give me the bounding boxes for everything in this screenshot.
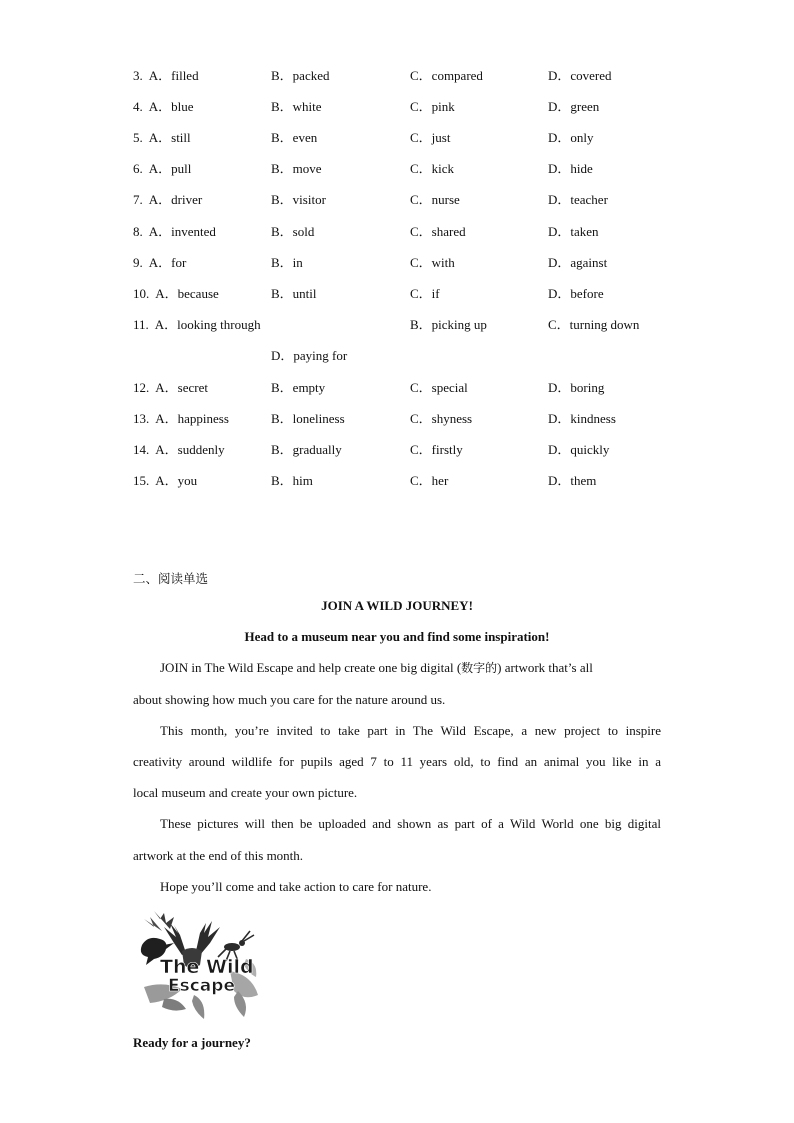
passage-subtitle: Head to a museum near you and find some inspiration!: [244, 629, 550, 644]
option-c: C．if: [410, 286, 440, 301]
option-c: C．kick: [410, 161, 455, 176]
option-row-10: [133, 284, 693, 304]
option-c: C．compared: [410, 68, 483, 83]
option-row-13: [133, 409, 693, 429]
option-row-14: [133, 440, 693, 460]
option-d: D．paying for: [271, 348, 348, 363]
question-number: 7.: [133, 192, 143, 207]
question-number: 8.: [133, 224, 143, 239]
option-a: A．you: [155, 473, 198, 488]
option-c: C．turning down: [548, 317, 640, 332]
option-a: A．invented: [148, 224, 216, 239]
option-d: D．against: [548, 255, 608, 270]
option-d: D．green: [548, 99, 600, 114]
passage-title: JOIN A WILD JOURNEY!: [321, 598, 473, 613]
option-c: C．with: [410, 255, 455, 270]
option-d: D．before: [548, 286, 604, 301]
option-c: C．just: [410, 130, 451, 145]
question-number: 15.: [133, 473, 150, 488]
logo-text-line-1: The Wild: [160, 956, 254, 978]
option-d: D．taken: [548, 224, 599, 239]
paragraph-2-line-1: This month, you’re invited to take part in The Wild Escape, a new project to inspire: [160, 723, 661, 738]
wild-escape-logo-graphic: [134, 905, 264, 1023]
wild-escape-logo: [134, 905, 264, 1023]
option-c: C．shyness: [410, 411, 473, 426]
option-row-15: [133, 471, 693, 491]
option-b: B．packed: [271, 68, 330, 83]
option-a: A．looking through: [154, 317, 261, 332]
option-d: D．quickly: [548, 442, 610, 457]
option-d: D．hide: [548, 161, 593, 176]
logo-text-line-2: Escape: [168, 976, 235, 996]
option-b: B．in: [271, 255, 303, 270]
question-number: 13.: [133, 411, 150, 426]
option-d: D．boring: [548, 380, 605, 395]
option-row-8: [133, 222, 693, 242]
option-row-11: [133, 315, 693, 335]
question-number: 10.: [133, 286, 150, 301]
option-a: A．blue: [148, 99, 194, 114]
paragraph-4: Hope you’ll come and take action to care for nature.: [160, 879, 432, 894]
option-b: B．gradually: [271, 442, 342, 457]
option-d: D．teacher: [548, 192, 608, 207]
option-a: A．suddenly: [155, 442, 225, 457]
option-a: A．still: [148, 130, 191, 145]
option-c: C．shared: [410, 224, 466, 239]
option-b: B．even: [271, 130, 318, 145]
section-heading: 二、阅读单选: [133, 571, 209, 586]
option-a: A．because: [155, 286, 219, 301]
question-number: 4.: [133, 99, 143, 114]
question-number: 6.: [133, 161, 143, 176]
option-d: D．only: [548, 130, 594, 145]
option-c: C．pink: [410, 99, 455, 114]
question-number: 3.: [133, 68, 143, 83]
option-b: B．picking up: [410, 317, 487, 332]
option-b: B．white: [271, 99, 322, 114]
option-d: D．kindness: [548, 411, 616, 426]
option-c: C．her: [410, 473, 449, 488]
closing-heading: Ready for a journey?: [133, 1035, 251, 1050]
chinese-gloss: 数字的: [461, 661, 498, 675]
option-d: D．them: [548, 473, 597, 488]
option-b: B．sold: [271, 224, 315, 239]
paragraph-2-line-2: creativity around wildlife for pupils aged 7 to 11 years old, to find an animal you like in a: [133, 754, 661, 769]
paragraph-1-line-2: about showing how much you care for the nature around us.: [133, 692, 446, 707]
paragraph-2-line-3: local museum and create your own picture.: [133, 785, 358, 800]
question-number: 12.: [133, 380, 150, 395]
option-c: C．firstly: [410, 442, 463, 457]
paragraph-1-line-1: JOIN in The Wild Escape and help create one big digital (数字的) artwork that’s all: [160, 660, 593, 675]
option-a: A．secret: [155, 380, 208, 395]
option-b: B．empty: [271, 380, 326, 395]
question-number: 5.: [133, 130, 143, 145]
option-a: A．filled: [148, 68, 199, 83]
option-c: C．special: [410, 380, 468, 395]
option-row-9: [133, 253, 693, 273]
option-a: A．happiness: [155, 411, 229, 426]
paragraph-3-line-2: artwork at the end of this month.: [133, 848, 304, 863]
option-a: A．pull: [148, 161, 192, 176]
option-b: B．visitor: [271, 192, 326, 207]
option-b: B．until: [271, 286, 317, 301]
option-b: B．him: [271, 473, 313, 488]
option-row-5: [133, 128, 693, 148]
option-row-4: [133, 97, 693, 117]
option-b: B．loneliness: [271, 411, 345, 426]
option-row-3: [133, 66, 693, 86]
option-row-6: [133, 159, 693, 179]
option-a: A．for: [148, 255, 187, 270]
question-number: 11.: [133, 317, 149, 332]
question-number: 14.: [133, 442, 150, 457]
option-row-7: [133, 190, 693, 210]
option-b: B．move: [271, 161, 322, 176]
option-row-11-continued: [133, 346, 693, 366]
option-row-12: [133, 378, 693, 398]
option-c: C．nurse: [410, 192, 460, 207]
option-d: D．covered: [548, 68, 612, 83]
question-number: 9.: [133, 255, 143, 270]
option-a: A．driver: [148, 192, 203, 207]
paragraph-3-line-1: These pictures will then be uploaded and shown as part of a Wild World one big digital: [160, 816, 661, 831]
